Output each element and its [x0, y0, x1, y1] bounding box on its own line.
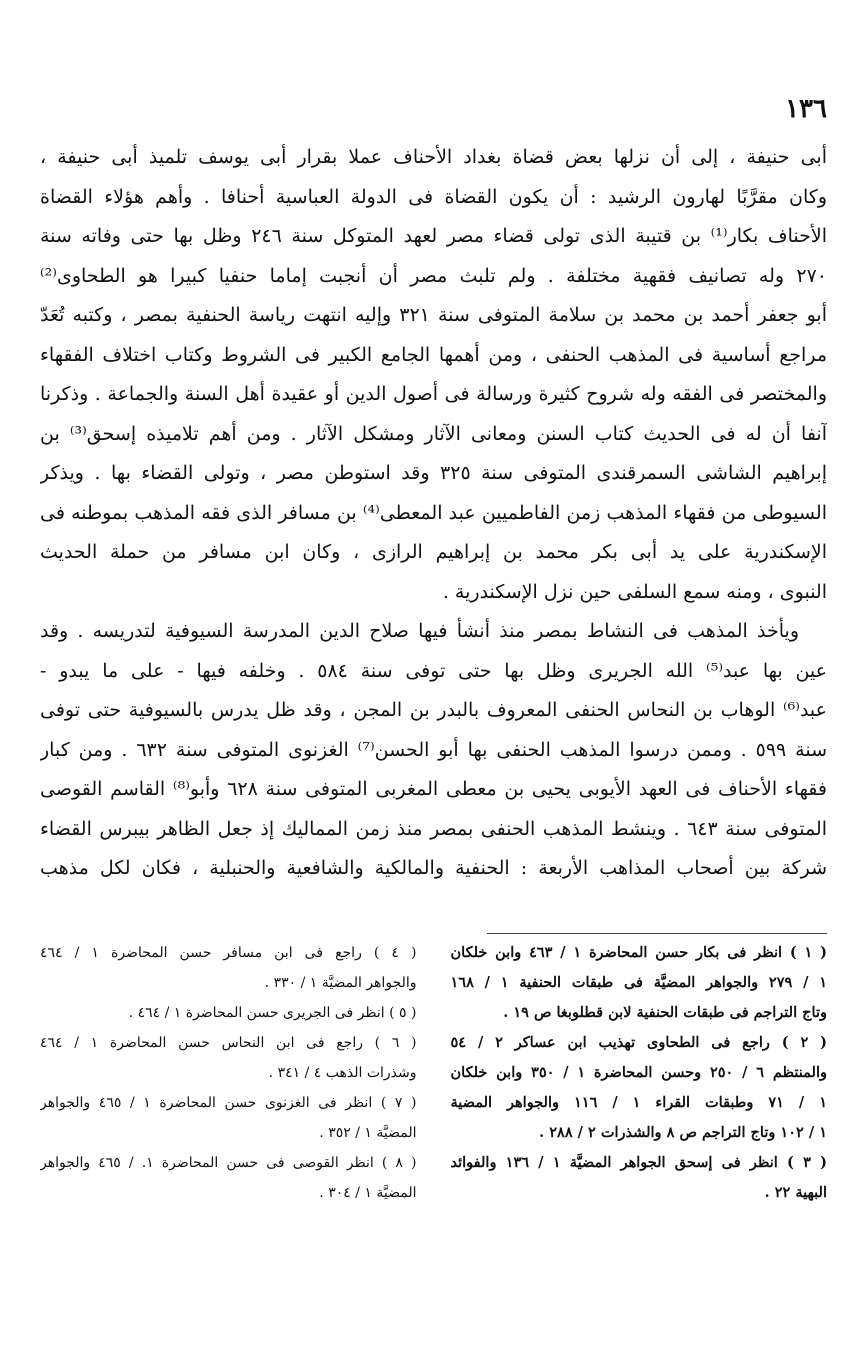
footnote-line: ( ٥ ) انظر فى الجريرى حسن المحاضرة ١ / ٤٦٤ .	[128, 1005, 417, 1021]
body-line: الأحناف بكار⁽¹⁾ بن قتيبة الذى تولى قضاء مصر لعهد المتوكل سنة ٢٤٦ وظل بها حتى وفاته سنة	[40, 225, 827, 247]
body-line: شركة بين أصحاب المذاهب الأربعة : الحنفية والمالكية والشافعية والحنبلية ، فكان لكل مذهب	[40, 857, 827, 879]
body-line: إبراهيم الشاشى السمرقندى المتوفى سنة ٣٢٥ وقد استوطن مصر ، وتولى القضاء بها . ويذكر	[40, 462, 827, 484]
footnote-line: ( ١ ) انظر فى بكار حسن المحاضرة ١ / ٤٦٣ وابن خلكان	[450, 944, 827, 961]
footnote-line: ( ٧ ) انظر فى الغزنوى حسن المحاضرة ١ / ٤٦٥ والجواهر	[40, 1095, 417, 1111]
footnote-line: ( ٦ ) راجع فى ابن النحاس حسن المحاضرة ١ / ٤٦٤	[40, 1035, 417, 1051]
body-line: السيوطى من فقهاء المذهب زمن الفاطميين عبد المعطى⁽⁴⁾ بن مسافر الذى فقه المذهب بموطنه فى	[40, 501, 827, 524]
body-line: سنة ٥٩٩ . وممن درسوا المذهب الحنفى بها أبو الحسن⁽⁷⁾ الغزنوى المتوفى سنة ٦٣٢ . ومن كبار	[40, 738, 827, 761]
footnote-line: والمنتظم ٦ / ٢٥٠ وحسن المحاضرة ١ / ٣٥٠ وابن خلكان	[450, 1064, 827, 1081]
page-number: ١٣٦	[785, 94, 827, 124]
footnote-line: ( ٤ ) راجع فى ابن مسافر حسن المحاضرة ١ / ٤٦٤	[40, 945, 417, 961]
body-line: أبو جعفر أحمد بن محمد بن سلامة المتوفى سنة ٣٢١ وإليه انتهت رياسة الحنفية بمصر ، وكتبه تُعَدّ	[40, 304, 827, 326]
footnote-line: ( ٢ ) راجع فى الطحاوى تهذيب ابن عساكر ٢ / ٥٤	[450, 1034, 827, 1051]
body-line: عين بها عبد⁽⁵⁾ الله الجريرى وظل بها حتى توفى سنة ٥٨٤ . وخلفه فيها - على ما يبدو -	[40, 659, 827, 682]
footnote-line: وتاج التراجم فى طبقات الحنفية لابن قطلوبغا ص ١٩ .	[503, 1004, 827, 1021]
footnotes-right-column	[451, 938, 828, 1208]
footnote-line: المضيَّة ١ / ٣٠٤ .	[319, 1185, 417, 1201]
footnote-line: والجواهر المضيَّة ١ / ٣٣٠ .	[264, 975, 417, 991]
body-line: وكان مقرَّبًا لهارون الرشيد : أن يكون القضاة فى الدولة العباسية أحنافا . وأهم هؤلاء القضاة	[40, 185, 827, 208]
footnote-separator	[487, 933, 827, 934]
footnote-line: البهية ٢٢ .	[764, 1184, 827, 1201]
body-text	[40, 138, 827, 889]
footnote-line: ١ / ١٠٢ وتاج التراجم ص ٨ والشذرات ٢ / ٢٨٨ .	[539, 1124, 827, 1141]
body-line: ويأخذ المذهب فى النشاط بمصر منذ أنشأ فيها صلاح الدين المدرسة السيوفية لتدريسه . وقد	[40, 620, 799, 642]
body-line: والمختصر فى الفقه وله شروح كثيرة ورسالة فى أصول الدين أو عقيدة أهل السنة والجماعة . وذكرنا	[40, 383, 827, 405]
body-line: فقهاء الأحناف فى العهد الأيوبى يحيى بن معطى المغربى المتوفى سنة ٦٢٨ وأبو⁽⁸⁾ القاسم القوصى	[40, 778, 827, 800]
footnotes-left-column	[40, 938, 417, 1208]
body-line: عبد⁽⁶⁾ الوهاب بن النحاس الحنفى المعروف بالبدر بن المجن ، وقد ظل يدرس بالسيوفية حتى توفى	[40, 699, 827, 721]
footnote-line: وشذرات الذهب ٤ / ٣٤١ .	[268, 1065, 417, 1081]
footnote-line: ١ / ٧١ وطبقات القراء ١ / ١١٦ والجواهر المضية	[450, 1094, 827, 1111]
body-line: المتوفى سنة ٦٤٣ . وينشط المذهب الحنفى بمصر منذ زمن المماليك إذ جعل الظاهر بيبرس القضاء	[40, 817, 827, 840]
footnote-line: ( ٨ ) انظر القوصى فى حسن المحاضرة ١. / ٤٦٥ والجواهر	[40, 1155, 417, 1171]
footnote-line: ١ / ٢٧٩ والجواهر المضيَّة فى طبقات الحنفية ١ / ١٦٨	[450, 974, 827, 991]
footnote-line: ( ٣ ) انظر فى إسحق الجواهر المضيَّة ١ / ١٣٦ والفوائد	[450, 1154, 827, 1171]
body-line: ٢٧٠ وله تصانيف فقهية مختلفة . ولم تلبث مصر أن أنجبت إماما حنفيا كبيرا هو الطحاوى⁽²⁾	[40, 264, 827, 287]
footnote-line: المضيَّة ١ / ٣٥٢ .	[319, 1125, 417, 1141]
body-line: أبى حنيفة ، إلى أن نزلها بعض قضاة بغداد الأحناف عملا بقرار أبى يوسف تلميذ أبى حنيفة ،	[40, 146, 827, 168]
body-line: مراجع أساسية فى المذهب الحنفى ، ومن أهمها الجامع الكبير فى الشروط وكتاب اختلاف الفقهاء	[40, 343, 827, 366]
body-line: الإسكندرية على يد أبى بكر محمد بن إبراهيم الرازى ، وكان ابن مسافر من حملة الحديث	[40, 541, 827, 563]
body-line: النبوى ، ومنه سمع السلفى حين نزل الإسكندرية .	[442, 580, 827, 603]
body-line: آنفا أن له فى الحديث كتاب السنن ومعانى الآثار ومشكل الآثار . ومن أهم تلاميذه إسحق⁽³⁾ بن	[40, 422, 827, 445]
footnotes	[40, 938, 827, 1208]
